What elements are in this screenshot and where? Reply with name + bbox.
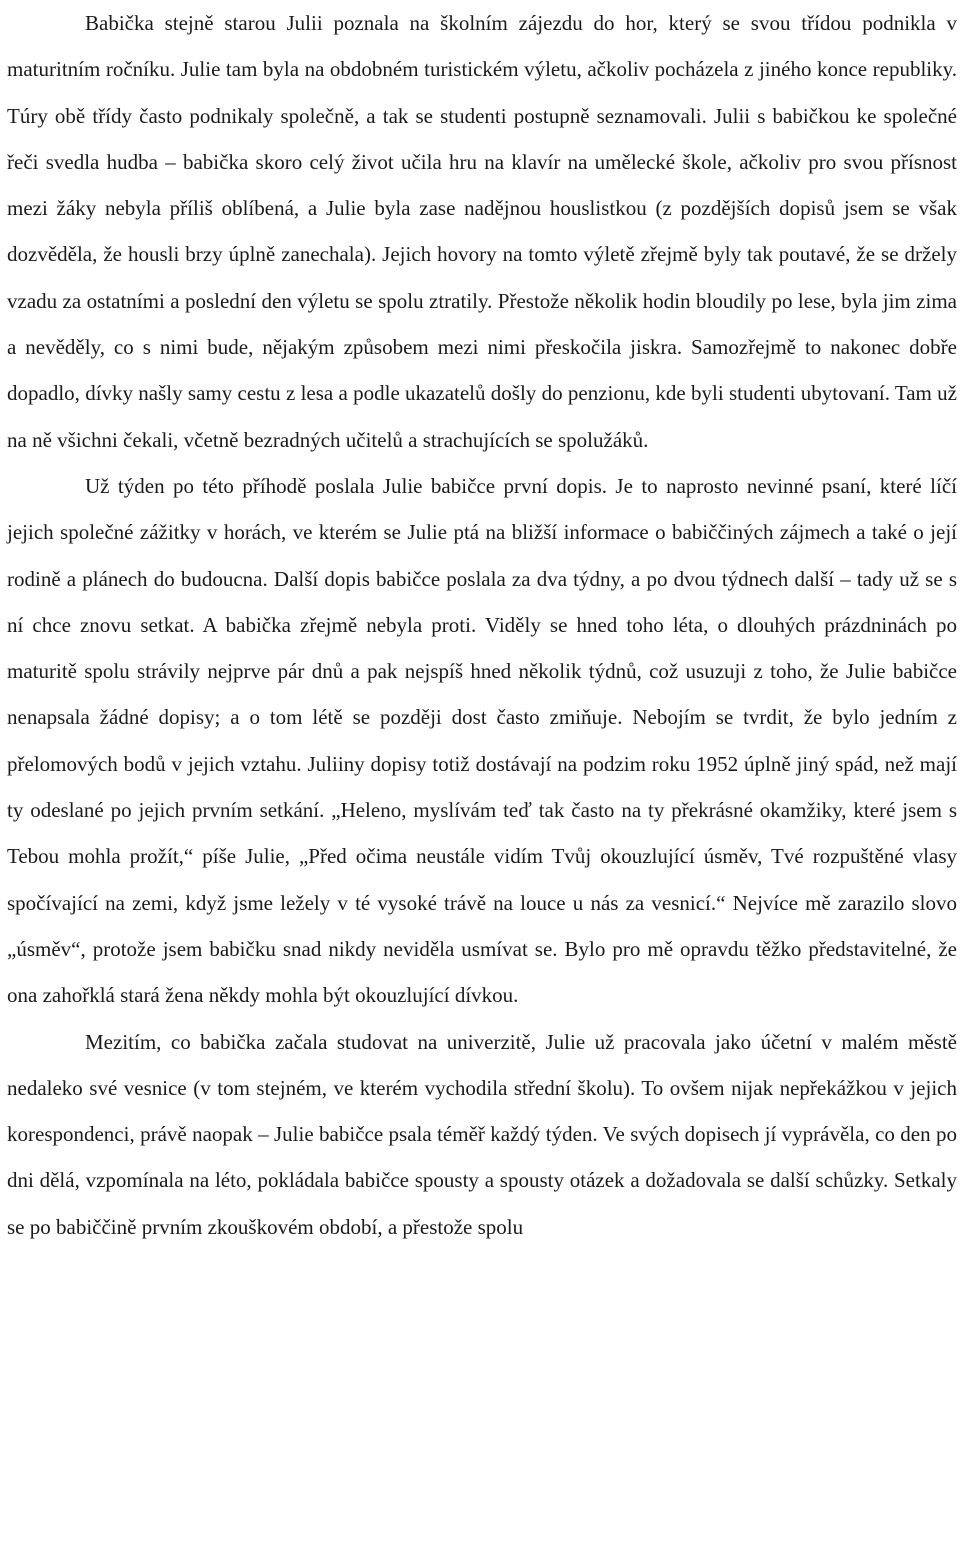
- paragraph-3: Mezitím, co babička začala studovat na univerzitě, Julie už pracovala jako účetní v malém městě nedaleko své vesnice (v tom stejném, ve kterém vychodila střední školu). To ovšem nijak nepřekážkou v jejich korespondenci, právě naopak – Julie babičce psala téměř každý týden. Ve svých dopisech jí vyprávěla, co den po dni dělá, vzpomínala na léto, pokládala babičce spousty a spousty otázek a dožadovala se další schůzky. Setkaly se po babiččině prvním zkouškovém období, a přestože spolu: [7, 1029, 957, 1239]
- document-page: [7, 0, 957, 1250]
- paragraph-2: Už týden po této příhodě poslala Julie babičce první dopis. Je to naprosto nevinné psaní, které líčí jejich společné zážitky v horách, ve kterém se Julie ptá na bližší informace o babiččiných zájmech a také o její rodině a plánech do budoucna. Další dopis babičce poslala za dva týdny, a po dvou týdnech další – tady už se s ní chce znovu setkat. A babička zřejmě nebyla proti. Viděly se hned toho léta, o dlouhých prázdninách po maturitě spolu strávily nejprve pár dnů a pak nejspíš hned několik týdnů, což usuzuji z toho, že Julie babičce nenapsala žádné dopisy; a o tom létě se později dost často zmiňuje. Nebojím se tvrdit, že bylo jedním z přelomových bodů v jejich vztahu. Juliiny dopisy totiž dostávají na podzim roku 1952 úplně jiný spád, než mají ty odeslané po jejich prvním setkání. „Heleno, myslívám teď tak často na ty překrásné okamžiky, které jsem s Tebou mohla prožít,“ píše Julie, „Před očima neustále vidím Tvůj okouzlující úsměv, Tvé rozpuštěné vlasy spočívající na zemi, když jsme ležely v té vysoké trávě na louce u nás za vesnicí.“ Nejvíce mě zarazilo slovo „úsměv“, protože jsem babičku snad nikdy neviděla usmívat se. Bylo pro mě opravdu těžko představitelné, že ona zahořklá stará žena někdy mohla být okouzlující dívkou.: [7, 473, 957, 1008]
- paragraph-1: Babička stejně starou Julii poznala na školním zájezdu do hor, který se svou třídou podnikla v maturitním ročníku. Julie tam byla na obdobném turistickém výletu, ačkoliv pocházela z jiného konce republiky. Túry obě třídy často podnikaly společně, a tak se studenti postupně seznamovali. Julii s babičkou ke společné řeči svedla hudba – babička skoro celý život učila hru na klavír na umělecké škole, ačkoliv pro svou přísnost mezi žáky nebyla příliš oblíbená, a Julie byla zase nadějnou houslistkou (z pozdějších dopisů jsem se však dozvěděla, že housli brzy úplně zanechala). Jejich hovory na tomto výletě zřejmě byly tak poutavé, že se držely vzadu za ostatními a poslední den výletu se spolu ztratily. Přestože několik hodin bloudily po lese, byla jim zima a nevěděly, co s nimi bude, nějakým způsobem mezi nimi přeskočila jiskra. Samozřejmě to nakonec dobře dopadlo, dívky našly samy cestu z lesa a podle ukazatelů došly do penzionu, kde byli studenti ubytovaní. Tam už na ně všichni čekali, včetně bezradných učitelů a strachujících se spolužáků.: [7, 11, 957, 452]
